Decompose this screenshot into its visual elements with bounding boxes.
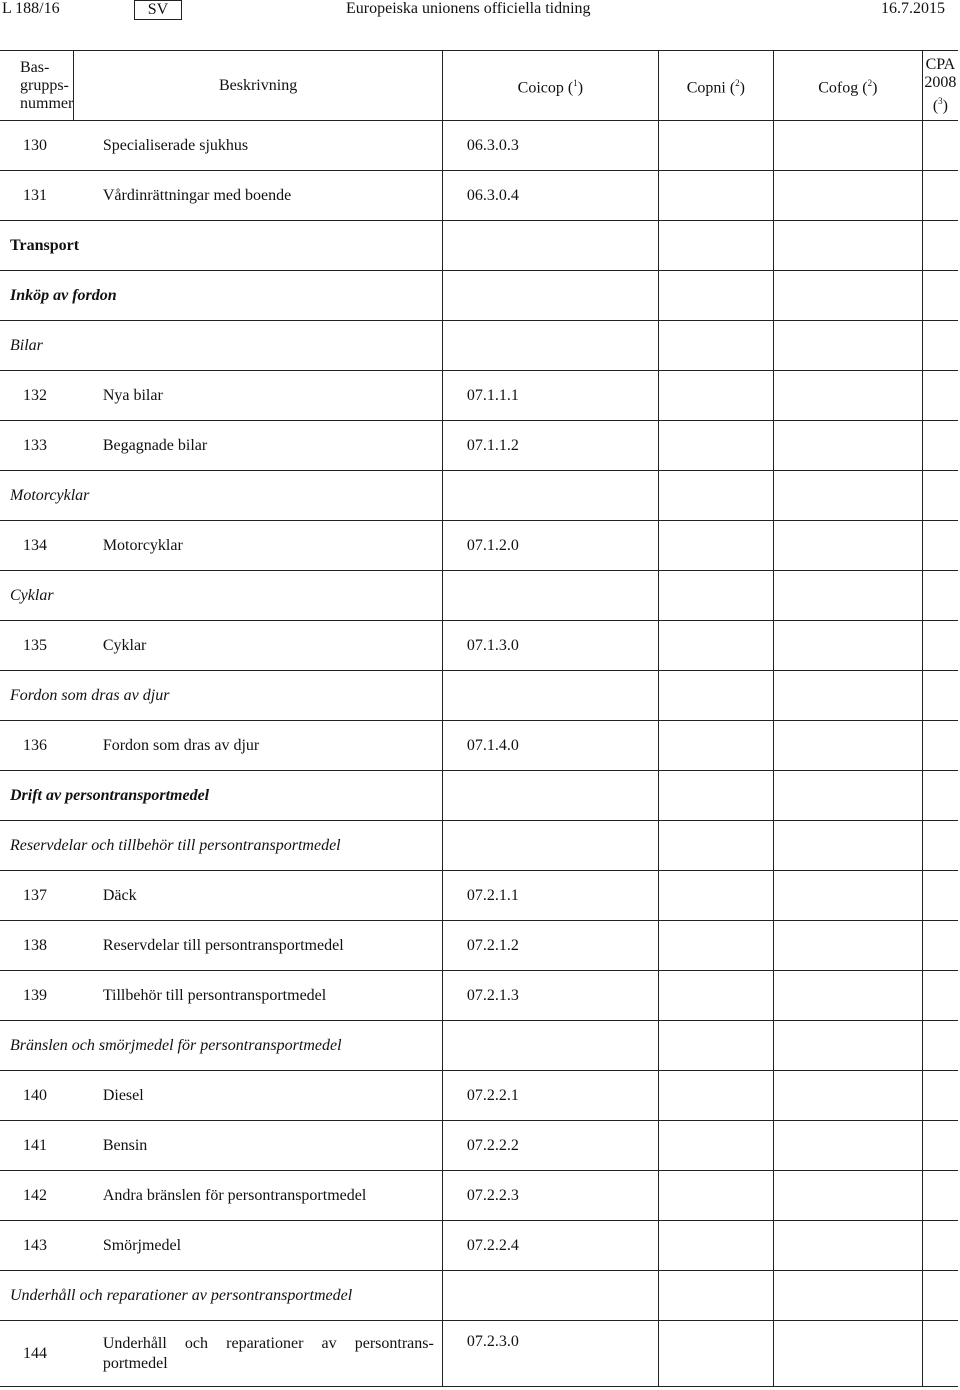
journal-title: Europeiska unionens officiella tidning [346, 0, 591, 17]
cpa-cell [922, 671, 958, 721]
coicop-cell [442, 221, 658, 271]
coicop-code: 06.3.0.3 [442, 121, 658, 171]
basic-heading-number: 143 [0, 1221, 74, 1271]
cofog-cell [773, 621, 922, 671]
cpa-cell [922, 1221, 958, 1271]
coicop-cell [442, 321, 658, 371]
column-header-coicop: Coicop ($^1$) [442, 51, 658, 121]
cofog-cell [773, 771, 922, 821]
cpa-cell [922, 1321, 958, 1387]
coicop-code: 07.1.1.1 [442, 371, 658, 421]
basic-heading-number: 141 [0, 1121, 74, 1171]
classification-table [0, 50, 958, 1387]
coicop-cell [442, 771, 658, 821]
column-header-cofog: Cofog ($^2$) [773, 51, 922, 121]
basic-heading-number: 144 [0, 1321, 74, 1387]
table-row [0, 1121, 958, 1171]
cpa-cell [922, 221, 958, 271]
page-reference: L 188/16 [2, 0, 60, 17]
coicop-code: 07.2.2.3 [442, 1171, 658, 1221]
section-heading: Motorcyklar [0, 471, 442, 521]
coicop-cell [442, 571, 658, 621]
cpa-cell [922, 1171, 958, 1221]
copni-cell [658, 571, 773, 621]
coicop-cell [442, 671, 658, 721]
copni-cell [658, 221, 773, 271]
cpa-cell [922, 471, 958, 521]
copni-cell [658, 121, 773, 171]
copni-cell [658, 621, 773, 671]
cofog-cell [773, 121, 922, 171]
copni-cell [658, 421, 773, 471]
coicop-code: 07.2.2.4 [442, 1221, 658, 1271]
coicop-cell [442, 821, 658, 871]
cpa-cell [922, 121, 958, 171]
section-heading-row [0, 321, 958, 371]
cpa-cell [922, 321, 958, 371]
cofog-cell [773, 971, 922, 1021]
section-heading-row [0, 671, 958, 721]
cofog-cell [773, 821, 922, 871]
table-row [0, 371, 958, 421]
cpa-cell [922, 1121, 958, 1171]
copni-cell [658, 371, 773, 421]
cpa-cell [922, 521, 958, 571]
basic-heading-number: 131 [0, 171, 74, 221]
table-row [0, 521, 958, 571]
cofog-cell [773, 571, 922, 621]
copni-cell [658, 1271, 773, 1321]
section-heading-row [0, 271, 958, 321]
table-row [0, 421, 958, 471]
copni-cell [658, 271, 773, 321]
cpa-cell [922, 421, 958, 471]
copni-cell [658, 1121, 773, 1171]
section-heading: Bränslen och smörjmedel för persontransportmedel [0, 1021, 442, 1071]
cofog-cell [773, 871, 922, 921]
copni-cell [658, 171, 773, 221]
column-header-basic-heading-number: Bas- grupps- nummer [0, 51, 74, 121]
cpa-cell [922, 771, 958, 821]
cofog-cell [773, 171, 922, 221]
copni-cell [658, 1171, 773, 1221]
basic-heading-number: 130 [0, 121, 74, 171]
cpa-cell [922, 971, 958, 1021]
cpa-cell [922, 621, 958, 671]
coicop-code: 07.1.3.0 [442, 621, 658, 671]
section-heading-row [0, 571, 958, 621]
description: Specialiserade sjukhus [74, 121, 443, 171]
copni-cell [658, 1071, 773, 1121]
cofog-cell [773, 1321, 922, 1387]
coicop-code: 07.1.4.0 [442, 721, 658, 771]
cofog-cell [773, 1221, 922, 1271]
copni-cell [658, 671, 773, 721]
cofog-cell [773, 471, 922, 521]
section-heading: Transport [0, 221, 442, 271]
coicop-cell [442, 471, 658, 521]
coicop-code: 07.2.1.1 [442, 871, 658, 921]
cofog-cell [773, 1121, 922, 1171]
column-header-copni: Copni ($^2$) [658, 51, 773, 121]
cofog-cell [773, 271, 922, 321]
section-heading-row [0, 821, 958, 871]
section-heading-row [0, 771, 958, 821]
cpa-cell [922, 1021, 958, 1071]
section-heading: Underhåll och reparationer av persontransportmedel [0, 1271, 442, 1321]
coicop-cell [442, 1271, 658, 1321]
language-badge: SV [134, 0, 182, 20]
table-row [0, 621, 958, 671]
section-heading-row [0, 221, 958, 271]
basic-heading-number: 142 [0, 1171, 74, 1221]
basic-heading-number: 138 [0, 921, 74, 971]
cpa-cell [922, 571, 958, 621]
basic-heading-number: 132 [0, 371, 74, 421]
coicop-code: 07.1.2.0 [442, 521, 658, 571]
table-row [0, 1321, 958, 1387]
section-heading-row [0, 1021, 958, 1071]
cpa-cell [922, 371, 958, 421]
coicop-code: 07.2.1.2 [442, 921, 658, 971]
basic-heading-number: 139 [0, 971, 74, 1021]
description: Däck [74, 871, 443, 921]
coicop-code: 07.2.2.2 [442, 1121, 658, 1171]
copni-cell [658, 721, 773, 771]
section-heading: Bilar [0, 321, 442, 371]
cpa-cell [922, 1271, 958, 1321]
cofog-cell [773, 671, 922, 721]
copni-cell [658, 521, 773, 571]
cofog-cell [773, 521, 922, 571]
section-heading: Inköp av fordon [0, 271, 442, 321]
copni-cell [658, 1221, 773, 1271]
copni-cell [658, 321, 773, 371]
section-heading-row [0, 1271, 958, 1321]
coicop-code: 07.2.3.0 [442, 1321, 658, 1387]
basic-heading-number: 133 [0, 421, 74, 471]
description: Nya bilar [74, 371, 443, 421]
copni-cell [658, 471, 773, 521]
copni-cell [658, 971, 773, 1021]
description: Reservdelar till persontransportmedel [74, 921, 443, 971]
cofog-cell [773, 1271, 922, 1321]
publication-date: 16.7.2015 [881, 0, 945, 17]
basic-heading-number: 135 [0, 621, 74, 671]
cofog-cell [773, 221, 922, 271]
section-heading-row [0, 471, 958, 521]
cpa-cell [922, 271, 958, 321]
copni-cell [658, 821, 773, 871]
coicop-cell [442, 271, 658, 321]
cpa-cell [922, 921, 958, 971]
cpa-cell [922, 871, 958, 921]
copni-cell [658, 871, 773, 921]
table-row [0, 871, 958, 921]
section-heading: Fordon som dras av djur [0, 671, 442, 721]
table-row [0, 121, 958, 171]
description: Motorcyklar [74, 521, 443, 571]
page-header [0, 0, 960, 22]
coicop-code: 07.2.2.1 [442, 1071, 658, 1121]
section-heading: Cyklar [0, 571, 442, 621]
column-header-description: Beskrivning [74, 51, 443, 121]
description: Fordon som dras av djur [74, 721, 443, 771]
table-header-row [0, 51, 958, 121]
table-row [0, 171, 958, 221]
cofog-cell [773, 421, 922, 471]
basic-heading-number: 134 [0, 521, 74, 571]
coicop-code: 07.1.1.2 [442, 421, 658, 471]
cpa-cell [922, 171, 958, 221]
coicop-code: 07.2.1.3 [442, 971, 658, 1021]
basic-heading-number: 140 [0, 1071, 74, 1121]
cofog-cell [773, 321, 922, 371]
table-row [0, 921, 958, 971]
description: Underhåll och reparationer av persontrans- portmedel [74, 1321, 443, 1387]
basic-heading-number: 136 [0, 721, 74, 771]
description: Begagnade bilar [74, 421, 443, 471]
description: Tillbehör till persontransportmedel [74, 971, 443, 1021]
description: Vårdinrättningar med boende [74, 171, 443, 221]
description: Andra bränslen för persontransportmedel [74, 1171, 443, 1221]
cofog-cell [773, 371, 922, 421]
copni-cell [658, 1021, 773, 1071]
cofog-cell [773, 921, 922, 971]
basic-heading-number: 137 [0, 871, 74, 921]
cpa-cell [922, 821, 958, 871]
coicop-cell [442, 1021, 658, 1071]
cofog-cell [773, 1021, 922, 1071]
cpa-cell [922, 721, 958, 771]
table-row [0, 971, 958, 1021]
table-row [0, 721, 958, 771]
table-body [0, 121, 958, 1387]
cofog-cell [773, 721, 922, 771]
copni-cell [658, 921, 773, 971]
table-row [0, 1171, 958, 1221]
section-heading: Drift av persontransportmedel [0, 771, 442, 821]
cofog-cell [773, 1071, 922, 1121]
cofog-cell [773, 1171, 922, 1221]
section-heading: Reservdelar och tillbehör till persontransportmedel [0, 821, 442, 871]
description: Smörjmedel [74, 1221, 443, 1271]
description: Diesel [74, 1071, 443, 1121]
column-header-cpa: CPA 2008 ($^3$) [922, 51, 958, 121]
table-row [0, 1071, 958, 1121]
cpa-cell [922, 1071, 958, 1121]
description: Bensin [74, 1121, 443, 1171]
copni-cell [658, 1321, 773, 1387]
description: Cyklar [74, 621, 443, 671]
copni-cell [658, 771, 773, 821]
coicop-code: 06.3.0.4 [442, 171, 658, 221]
table-row [0, 1221, 958, 1271]
